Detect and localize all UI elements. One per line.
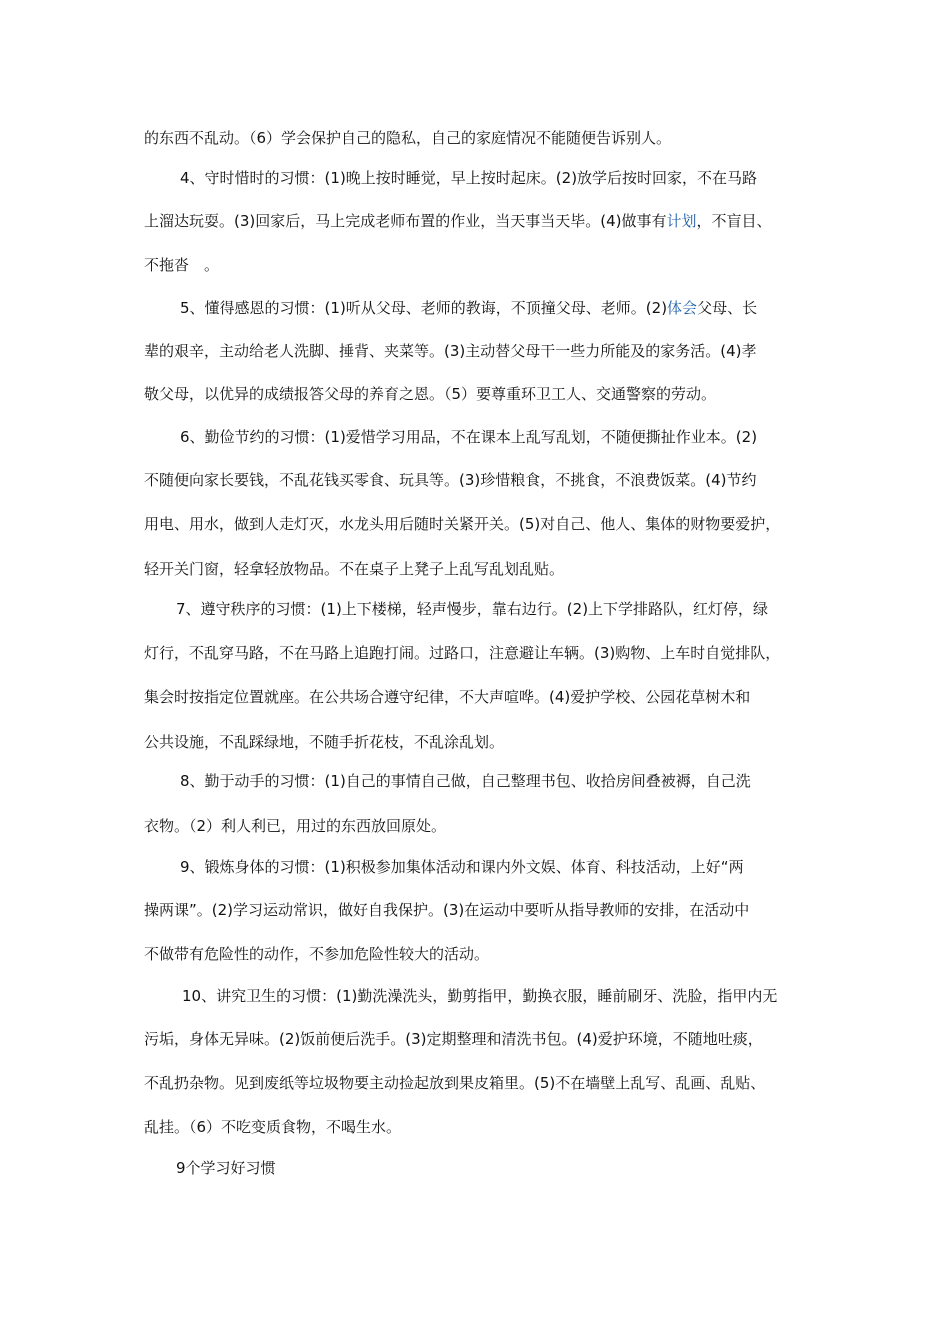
text-line: 用电、用水，做到人走灯灭，水龙头用后随时关紧开关。(5)对自己、他人、集体的财物要爱护，	[144, 515, 781, 533]
text-segment: 父母、长	[697, 299, 758, 317]
text-line: 轻开关门窗，轻拿轻放物品。不在桌子上凳子上乱写乱划乱贴。	[144, 560, 565, 578]
text-line: 敬父母，以优异的成绩报答父母的养育之恩。（5）要尊重环卫工人、交通警察的劳动。	[144, 385, 717, 403]
text-line: 不拖沓 。	[144, 256, 220, 274]
text-line: 10、讲究卫生的习惯：(1)勤洗澡洗头，勤剪指甲，勤换衣服，睡前刷牙、洗脸，指甲内无	[182, 987, 778, 1005]
experience-link[interactable]: 体会	[667, 299, 698, 317]
text-line: 乱挂。（6）不吃变质食物，不喝生水。	[144, 1118, 402, 1136]
text-line: 不做带有危险性的动作，不参加危险性较大的活动。	[144, 945, 490, 963]
text-line: 6、勤俭节约的习惯：(1)爱惜学习用品，不在课本上乱写乱划，不随便撕扯作业本。(2)	[180, 428, 758, 446]
text-line: 的东西不乱动。（6）学会保护自己的隐私，自己的家庭情况不能随便告诉别人。	[144, 129, 672, 147]
text-line: 9、锻炼身体的习惯：(1)积极参加集体活动和课内外文娱、体育、科技活动，上好“两	[180, 858, 744, 876]
text-line: 衣物。（2）利人利已，用过的东西放回原处。	[144, 817, 447, 835]
text-segment: 上溜达玩耍。(3)回家后，马上完成老师布置的作业，当天事当天毕。(4)做事有	[144, 212, 667, 230]
text-line: 不随便向家长要钱，不乱花钱买零食、玩具等。(3)珍惜粮食，不挑食，不浪费饭菜。(4)节约	[144, 471, 757, 489]
text-segment: ，不盲目、	[696, 212, 772, 230]
text-line: 4、守时惜时的习惯：(1)晚上按时睡觉，早上按时起床。(2)放学后按时回家，不在马路	[180, 169, 758, 187]
text-line: 污垢，身体无异味。(2)饭前便后洗手。(3)定期整理和清洗书包。(4)爱护环境，不随地吐痰，	[144, 1030, 763, 1048]
text-line: 集会时按指定位置就座。在公共场合遵守纪律，不大声喧哗。(4)爱护学校、公园花草树木和	[144, 688, 751, 706]
text-line	[144, 211, 824, 231]
text-line: 公共设施，不乱踩绿地，不随手折花枝，不乱涂乱划。	[144, 733, 505, 751]
text-line	[180, 298, 824, 318]
text-segment: 5、懂得感恩的习惯：(1)听从父母、老师的教诲，不顶撞父母、老师。(2)	[180, 299, 668, 317]
text-line: 8、勤于动手的习惯：(1)自己的事情自己做，自己整理书包、收拾房间叠被褥，自己洗	[180, 772, 751, 790]
text-line: 灯行，不乱穿马路，不在马路上追跑打闹。过路口，注意避让车辆。(3)购物、上车时自觉排队，	[144, 644, 781, 662]
text-line: 操两课”。(2)学习运动常识，做好自我保护。(3)在运动中要听从指导教师的安排，在活动中	[144, 901, 750, 919]
section-heading: 9个学习好习惯	[176, 1159, 276, 1177]
text-line: 7、遵守秩序的习惯：(1)上下楼梯，轻声慢步，靠右边行。(2)上下学排路队，红灯停，绿	[176, 600, 769, 618]
plan-link[interactable]: 计划	[666, 212, 697, 230]
text-line: 不乱扔杂物。见到废纸等垃圾物要主动捡起放到果皮箱里。(5)不在墙壁上乱写、乱画、乱贴、	[144, 1074, 766, 1092]
text-line: 辈的艰辛，主动给老人洗脚、捶背、夹菜等。(3)主动替父母干一些力所能及的家务活。(4)孝	[144, 342, 757, 360]
